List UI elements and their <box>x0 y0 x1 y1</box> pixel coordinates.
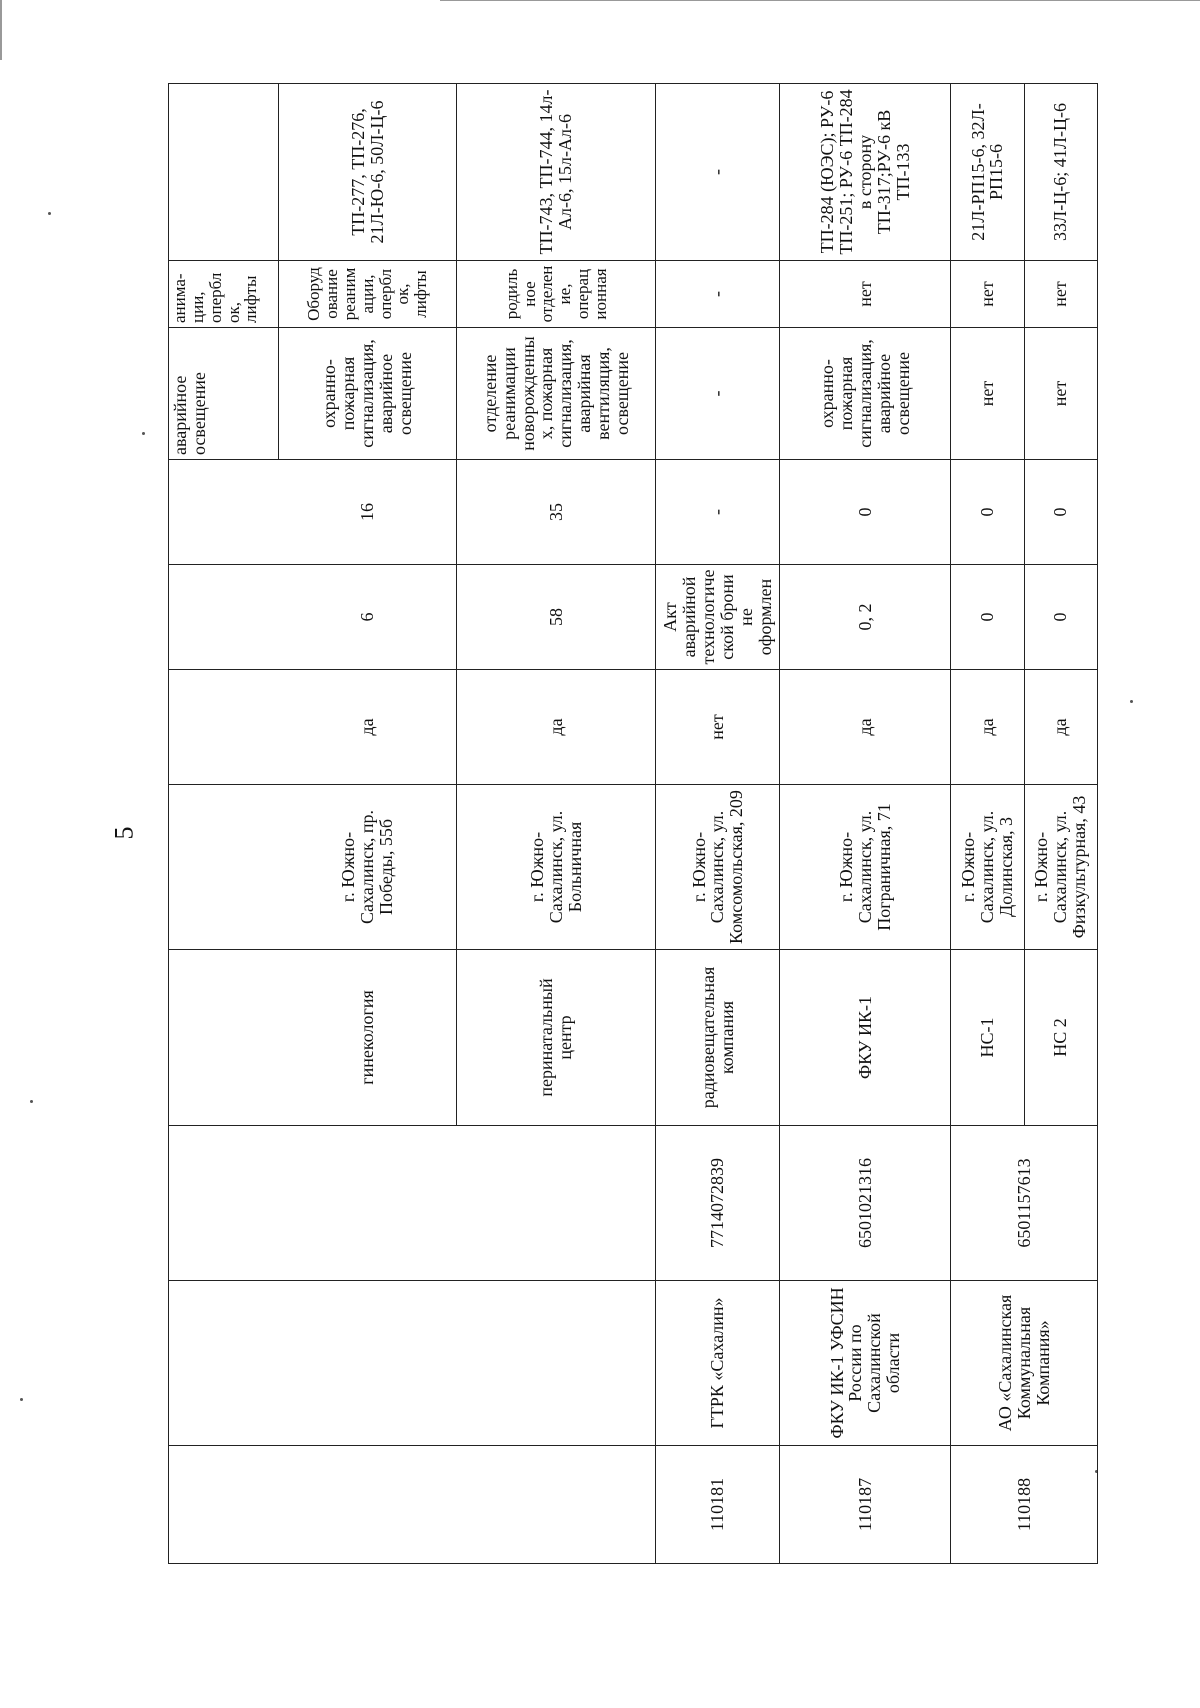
org-cell: ФКУ ИК-1 УФСИН России по Сахалинской области <box>780 1281 951 1446</box>
c11-cell: ТП-743, ТП-744, 14л-Ал-6, 15л-Ал-6 <box>457 84 656 261</box>
rotated-table-container <box>168 84 1098 1564</box>
c10-cell: анима-ции, оперблок, лифты <box>169 261 279 328</box>
c7-cell: Акт аварийной технологической брони не оформлен <box>656 565 780 670</box>
scan-speck <box>20 1398 23 1401</box>
c11-cell <box>169 84 279 261</box>
c7-cell: 0 <box>1024 565 1097 670</box>
c8-cell: 0 <box>780 460 951 565</box>
table-row <box>780 84 951 1564</box>
code-cell: 110181 <box>656 1446 780 1564</box>
scan-speck <box>30 1100 33 1103</box>
inn-cell: 6501021316 <box>780 1126 951 1281</box>
c8-cell: - <box>656 460 780 565</box>
scan-edge-top <box>440 0 1200 1</box>
page-number: 5 <box>109 826 139 840</box>
scan-speck <box>1130 700 1133 703</box>
division-cell: НС 2 <box>1024 950 1097 1126</box>
c9-cell: - <box>656 328 780 460</box>
c9-cell: охранно-пожарная сигнализация, аварийное освещение <box>780 328 951 460</box>
code-cell: 110187 <box>780 1446 951 1564</box>
org-cell: АО «Сахалинская Коммунальная Компания» <box>951 1281 1098 1446</box>
c8-cell: 0 <box>1024 460 1097 565</box>
table-row <box>169 84 279 1564</box>
c10-cell: родильное отделение, операционная <box>457 261 656 328</box>
division-cell <box>169 950 279 1126</box>
c11-cell: 33Л-Ц-6; 41Л-Ц-6 <box>1024 84 1097 261</box>
code-cell: 110188 <box>951 1446 1098 1564</box>
c8-cell <box>169 460 279 565</box>
c10-cell: нет <box>951 261 1024 328</box>
c7-cell: 58 <box>457 565 656 670</box>
c6-cell: да <box>1024 670 1097 785</box>
c8-cell: 16 <box>279 460 457 565</box>
address-cell <box>169 785 279 950</box>
address-cell: г. Южно-Сахалинск, ул. Пограничная, 71 <box>780 785 951 950</box>
c6-cell: да <box>279 670 457 785</box>
address-cell: г. Южно-Сахалинск, ул. Физкультурная, 43 <box>1024 785 1097 950</box>
division-cell: радиовещательная компания <box>656 950 780 1126</box>
division-cell: перинатальный центр <box>457 950 656 1126</box>
inn-cell <box>169 1126 656 1281</box>
c9-cell: нет <box>951 328 1024 460</box>
code-cell <box>169 1446 656 1564</box>
address-cell: г. Южно-Сахалинск, ул. Больничная <box>457 785 656 950</box>
c9-cell: отделение реанимации новорожденных, пожарная сигнализация, аварийная вентиляция, освещение <box>457 328 656 460</box>
c8-cell: 35 <box>457 460 656 565</box>
c6-cell: да <box>780 670 951 785</box>
c7-cell: 0, 2 <box>780 565 951 670</box>
address-cell: г. Южно-Сахалинск, ул. Комсомольская, 209 <box>656 785 780 950</box>
c10-cell: - <box>656 261 780 328</box>
c7-cell: 0 <box>951 565 1024 670</box>
c9-cell: аварийное освещение <box>169 328 279 460</box>
inn-cell: 7714072839 <box>656 1126 780 1281</box>
division-cell: ФКУ ИК-1 <box>780 950 951 1126</box>
c8-cell: 0 <box>951 460 1024 565</box>
division-cell: гинекология <box>279 950 457 1126</box>
table-row <box>951 84 1024 1564</box>
c11-cell: ТП-284 (ЮЭС); РУ-6 ТП-251; РУ-6 ТП-284 в сторону ТП-317;РУ-6 кВ ТП-133 <box>780 84 951 261</box>
scan-speck <box>48 212 51 215</box>
c6-cell: нет <box>656 670 780 785</box>
c7-cell: 6 <box>279 565 457 670</box>
c6-cell: да <box>457 670 656 785</box>
org-cell <box>169 1281 656 1446</box>
scan-speck <box>142 432 145 435</box>
scan-edge-left <box>0 0 2 60</box>
c9-cell: охранно-пожарная сигнализация, аварийное освещение <box>279 328 457 460</box>
c10-cell: нет <box>780 261 951 328</box>
c10-cell: Оборудование реанимации, оперблок, лифты <box>279 261 457 328</box>
address-cell: г. Южно-Сахалинск, ул. Долинская, 3 <box>951 785 1024 950</box>
address-cell: г. Южно-Сахалинск, пр. Победы, 55б <box>279 785 457 950</box>
c6-cell <box>169 670 279 785</box>
inn-cell: 6501157613 <box>951 1126 1098 1281</box>
c10-cell: нет <box>1024 261 1097 328</box>
data-table <box>168 83 1098 1564</box>
c11-cell: 21Л-РП15-6, 32Л-РП15-6 <box>951 84 1024 261</box>
c9-cell: нет <box>1024 328 1097 460</box>
division-cell: НС-1 <box>951 950 1024 1126</box>
org-cell: ГТРК «Сахалин» <box>656 1281 780 1446</box>
c7-cell <box>169 565 279 670</box>
table-row <box>656 84 780 1564</box>
c11-cell: - <box>656 84 780 261</box>
c6-cell: да <box>951 670 1024 785</box>
c11-cell: ТП-277, ТП-276, 21Л-Ю-6, 50Л-Ц-6 <box>279 84 457 261</box>
